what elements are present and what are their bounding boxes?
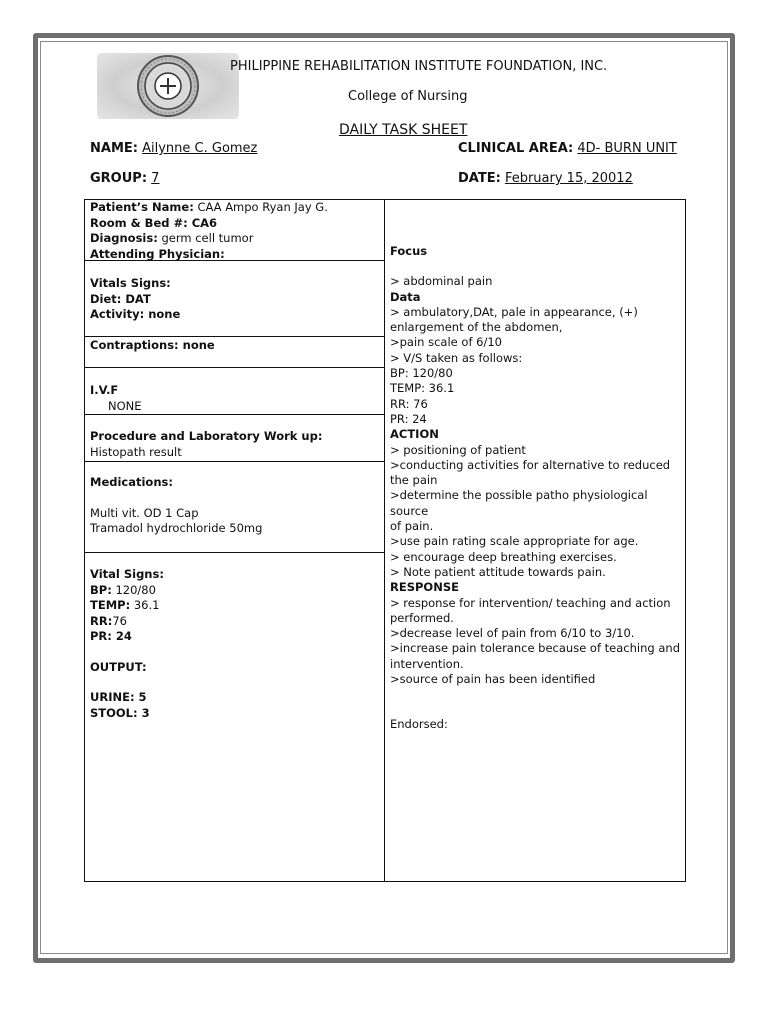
- procedure-label: Procedure and Laboratory Work up:: [90, 429, 323, 443]
- physician-line: [90, 247, 380, 263]
- clinical-area-field: [458, 141, 677, 156]
- procedure-cell: [90, 429, 380, 460]
- action-item: > positioning of patient: [390, 442, 526, 457]
- row-divider: [85, 461, 384, 462]
- date-label: DATE:: [458, 171, 501, 186]
- action-item: >determine the possible patho physiological source: [390, 488, 648, 518]
- vitals-signs-label: Vitals Signs:: [90, 276, 171, 290]
- action-item: >conducting activities for alternative to reduced: [390, 457, 671, 472]
- diagnosis-value: germ cell tumor: [157, 231, 254, 245]
- task-table: [84, 199, 686, 882]
- date-field: [458, 171, 633, 186]
- college-name: College of Nursing: [348, 89, 468, 104]
- data-item: BP: 120/80: [390, 366, 453, 381]
- diagnosis-line: [90, 231, 380, 247]
- room-bed-label: Room & Bed #: CA6: [90, 215, 218, 230]
- action-heading: ACTION: [390, 427, 439, 442]
- action-item: > Note patient attitude towards pain.: [390, 564, 606, 579]
- response-item: intervention.: [390, 656, 464, 671]
- data-item: > V/S taken as follows:: [390, 350, 523, 365]
- patient-name-value: CAA Ampo Ryan Jay G.: [193, 200, 328, 214]
- column-divider: [384, 200, 385, 881]
- data-item: >pain scale of 6/10: [390, 335, 502, 350]
- row-divider: [85, 552, 384, 553]
- action-item: the pain: [390, 473, 438, 488]
- data-item: PR: 24: [390, 411, 427, 426]
- institution-name: PHILIPPINE REHABILITATION INSTITUTE FOUNDATION, INC.: [230, 59, 608, 74]
- response-item: >decrease level of pain from 6/10 to 3/10.: [390, 626, 635, 641]
- action-item: >use pain rating scale appropriate for age.: [390, 534, 639, 549]
- action-item: > encourage deep breathing exercises.: [390, 549, 617, 564]
- physician-label: Attending Physician:: [90, 246, 225, 261]
- row-divider: [85, 367, 384, 368]
- patient-name-line: [90, 200, 380, 216]
- row-divider: [85, 336, 384, 337]
- group-value: 7: [151, 171, 160, 186]
- medication-item: Multi vit. OD 1 Cap: [90, 505, 199, 520]
- row-divider: [85, 414, 384, 415]
- data-item: TEMP: 36.1: [390, 381, 455, 396]
- focus-heading: Focus: [390, 244, 428, 258]
- activity-label: Activity: none: [90, 307, 181, 321]
- bp-value: 120/80: [111, 582, 156, 597]
- ivf-value: NONE: [108, 398, 142, 413]
- name-value: Ailynne C. Gomez: [142, 141, 258, 156]
- contraptions-cell: [90, 338, 380, 354]
- medication-item: Tramadol hydrochloride 50mg: [90, 521, 263, 535]
- vital-signs-label: Vital Signs:: [90, 567, 164, 581]
- diagnosis-label: Diagnosis:: [90, 231, 158, 245]
- pr-label: PR: 24: [90, 629, 132, 643]
- response-heading: RESPONSE: [390, 580, 459, 595]
- temp-value: 36.1: [130, 598, 160, 612]
- date-value: February 15, 20012: [504, 171, 633, 186]
- group-field: [90, 171, 159, 186]
- urine-label: URINE: 5: [90, 690, 147, 704]
- rr-label: RR:: [90, 613, 113, 628]
- response-item: >increase pain tolerance because of teaching and: [390, 641, 680, 656]
- contraptions-label: Contraptions: none: [90, 338, 215, 352]
- ivf-cell: [90, 383, 380, 414]
- temp-label: TEMP:: [90, 598, 131, 612]
- clinical-area-label: CLINICAL AREA:: [458, 141, 574, 156]
- focus-item: > abdominal pain: [390, 274, 493, 289]
- data-item: RR: 76: [390, 396, 428, 411]
- diet-label: Diet: DAT: [90, 291, 151, 306]
- output-label: OUTPUT:: [90, 659, 147, 674]
- rr-value: 76: [112, 613, 127, 628]
- bp-label: BP:: [90, 582, 112, 597]
- response-item: performed.: [390, 610, 454, 625]
- sheet-title: DAILY TASK SHEET: [339, 122, 468, 138]
- clinical-area-value: 4D- BURN UNIT: [577, 141, 677, 156]
- medications-label: Medications:: [90, 475, 173, 489]
- data-item: > ambulatory,DAt, pale in appearance, (+): [390, 304, 638, 319]
- ivf-label: I.V.F: [90, 383, 119, 397]
- endorsed-label: Endorsed:: [390, 717, 448, 732]
- name-label: NAME:: [90, 141, 138, 156]
- medications-cell: [90, 475, 380, 537]
- data-item: enlargement of the abdomen,: [390, 320, 563, 335]
- stool-label: STOOL: 3: [90, 705, 150, 720]
- room-bed-line: [90, 216, 380, 232]
- data-heading: Data: [390, 289, 421, 304]
- institution-logo: [97, 53, 239, 119]
- vital-signs-cell: [90, 567, 380, 721]
- patient-name-label: Patient’s Name:: [90, 200, 194, 214]
- nursing-notes: [390, 244, 682, 733]
- response-item: > response for intervention/ teaching and action: [390, 595, 671, 610]
- procedure-value: Histopath result: [90, 444, 182, 459]
- action-item: of pain.: [390, 519, 434, 534]
- response-item: >source of pain has been identified: [390, 672, 596, 687]
- group-label: GROUP:: [90, 171, 148, 186]
- patient-info-cell: [90, 200, 380, 262]
- vitals-diet-cell: [90, 276, 380, 323]
- name-field: [90, 141, 257, 156]
